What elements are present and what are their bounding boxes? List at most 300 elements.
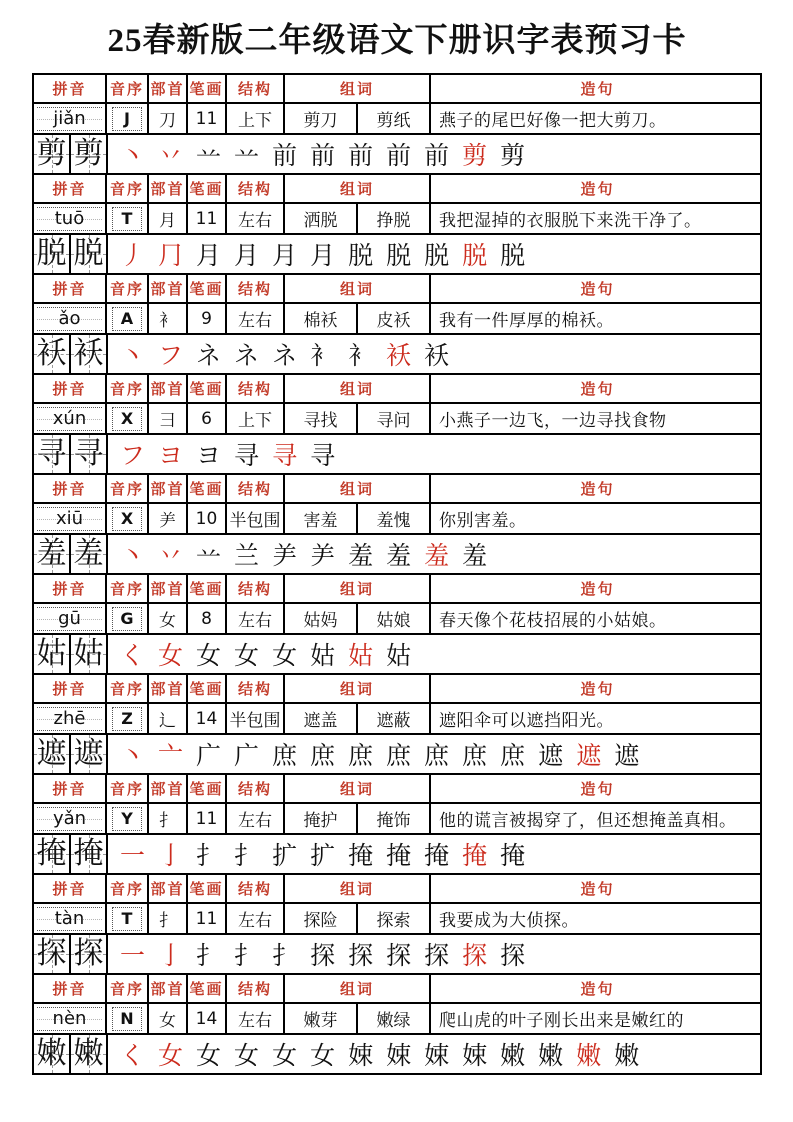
big-character-box [71, 135, 108, 173]
pinyin-cell [34, 904, 107, 933]
pinyin-writing-grid [37, 307, 102, 331]
pinyin-writing-grid [37, 407, 102, 431]
stroke-step: 脱 [348, 243, 374, 270]
header-structure: 结构 [227, 275, 285, 302]
stroke-step: 剪 [500, 143, 526, 170]
pinyin-cell [34, 504, 107, 533]
header-initial: 音序 [107, 675, 149, 702]
header-strokes: 笔画 [188, 375, 227, 402]
header-strokes: 笔画 [188, 75, 227, 102]
stroke-step: 䒑 [196, 543, 222, 570]
header-row [34, 875, 760, 904]
header-radical: 部首 [149, 975, 188, 1002]
header-structure: 结构 [227, 175, 285, 202]
data-row [34, 404, 760, 435]
stroke-step: 女 [196, 643, 222, 670]
pinyin-text: xún [52, 407, 87, 429]
pinyin-cell [34, 604, 107, 633]
stroke-step: 寻 [234, 443, 260, 470]
header-words: 组词 [285, 275, 431, 302]
header-row [34, 75, 760, 104]
big-character: 羞 [36, 537, 67, 570]
initial-letter: X [112, 507, 142, 531]
radical-cell: 女 [149, 1004, 188, 1033]
stroke-step: 寻 [310, 443, 336, 470]
sentence-text: 我把湿掉的衣服脱下来洗干净了。 [439, 211, 702, 230]
big-character: 袄 [73, 337, 104, 370]
header-pinyin: 拼音 [34, 75, 107, 102]
sentence-text: 燕子的尾巴好像一把大剪刀。 [439, 111, 667, 130]
word-cell-2: 皮袄 [358, 304, 431, 333]
stroke-step: 探 [386, 943, 412, 970]
stroke-count: 11 [188, 104, 227, 133]
initial-letter: T [112, 207, 142, 231]
stroke-step: ヨ [158, 443, 184, 470]
stroke-step: 脱 [500, 243, 526, 270]
stroke-steps [108, 735, 760, 773]
stroke-step: 脱 [386, 243, 412, 270]
stroke-order-row [34, 235, 760, 273]
big-character: 遮 [73, 737, 104, 770]
big-character-box [71, 835, 108, 873]
pinyin-writing-grid [37, 707, 102, 731]
header-structure: 结构 [227, 975, 285, 1002]
header-row [34, 675, 760, 704]
stroke-step: く [120, 643, 146, 670]
stroke-step: 女 [158, 1043, 184, 1070]
stroke-order-row [34, 835, 760, 873]
stroke-step: 亅 [158, 843, 184, 870]
big-character: 袄 [36, 337, 67, 370]
stroke-steps [108, 535, 760, 573]
entry-block [32, 973, 762, 1075]
big-character-box [34, 435, 71, 473]
stroke-step: 庶 [500, 743, 526, 770]
big-character: 羞 [73, 537, 104, 570]
stroke-count: 6 [188, 404, 227, 433]
data-row [34, 304, 760, 335]
word-cell-2: 羞愧 [358, 504, 431, 533]
stroke-step: 嫩 [576, 1043, 602, 1070]
header-row [34, 375, 760, 404]
pinyin-text: tuō [54, 207, 85, 229]
radical-cell: 扌 [149, 904, 188, 933]
stroke-order-row [34, 635, 760, 673]
pinyin-text: tàn [54, 907, 85, 929]
character-table [32, 73, 762, 1075]
header-initial: 音序 [107, 475, 149, 502]
stroke-steps [108, 435, 760, 473]
stroke-step: 庶 [272, 743, 298, 770]
pinyin-cell [34, 204, 107, 233]
initial-cell [107, 204, 149, 233]
big-character-box [34, 335, 71, 373]
header-row [34, 975, 760, 1004]
header-row [34, 575, 760, 604]
stroke-step: 遮 [614, 743, 640, 770]
stroke-step: 娕 [424, 1043, 450, 1070]
header-initial: 音序 [107, 275, 149, 302]
initial-letter: A [112, 307, 142, 331]
pinyin-cell [34, 704, 107, 733]
stroke-step: 月 [310, 243, 336, 270]
stroke-step: 扌 [272, 943, 298, 970]
stroke-step: 丶 [120, 143, 146, 170]
radical-cell: ⺶ [149, 504, 188, 533]
word-cell-2: 嫩绿 [358, 1004, 431, 1033]
header-strokes: 笔画 [188, 475, 227, 502]
stroke-step: 脱 [462, 243, 488, 270]
stroke-step: 兰 [234, 543, 260, 570]
big-character-box [71, 935, 108, 973]
header-sentence: 造句 [580, 182, 615, 198]
big-character-box [71, 335, 108, 373]
stroke-count: 10 [188, 504, 227, 533]
stroke-step: 衤 [310, 343, 336, 370]
header-sentence: 造句 [580, 682, 615, 698]
stroke-step: 䒑 [234, 143, 260, 170]
header-radical: 部首 [149, 775, 188, 802]
header-initial: 音序 [107, 575, 149, 602]
stroke-count: 11 [188, 204, 227, 233]
header-structure: 结构 [227, 575, 285, 602]
stroke-step: 掩 [462, 843, 488, 870]
big-character: 掩 [36, 837, 67, 870]
stroke-step: 女 [158, 643, 184, 670]
initial-letter: X [112, 407, 142, 431]
stroke-step: 月 [272, 243, 298, 270]
entry-block [32, 473, 762, 575]
word-cell-2: 遮蔽 [358, 704, 431, 733]
data-row [34, 904, 760, 935]
stroke-step: 扌 [196, 843, 222, 870]
header-row [34, 475, 760, 504]
header-sentence: 造句 [580, 582, 615, 598]
header-row [34, 175, 760, 204]
word-cell-1: 害羞 [285, 504, 358, 533]
data-row [34, 1004, 760, 1035]
stroke-step: 前 [348, 143, 374, 170]
structure-cell: 左右 [227, 604, 285, 633]
stroke-step: ネ [234, 343, 260, 370]
header-words: 组词 [285, 75, 431, 102]
stroke-count: 11 [188, 804, 227, 833]
initial-letter: J [112, 107, 142, 131]
header-pinyin: 拼音 [34, 775, 107, 802]
stroke-step: 姑 [348, 643, 374, 670]
header-radical: 部首 [149, 675, 188, 702]
word-cell-1: 剪刀 [285, 104, 358, 133]
stroke-step: 丶 [120, 543, 146, 570]
stroke-step: 嫩 [614, 1043, 640, 1070]
sentence-text: 遮阳伞可以遮挡阳光。 [439, 711, 614, 730]
big-character: 脱 [36, 237, 67, 270]
sentence-text: 春天像个花枝招展的小姑娘。 [439, 611, 667, 630]
header-sentence: 造句 [580, 982, 615, 998]
stroke-step: 月 [234, 243, 260, 270]
stroke-step: 脱 [424, 243, 450, 270]
initial-cell [107, 804, 149, 833]
header-structure: 结构 [227, 875, 285, 902]
big-character-box [34, 935, 71, 973]
stroke-step: 遮 [576, 743, 602, 770]
stroke-step: 丿 [120, 243, 146, 270]
header-radical: 部首 [149, 175, 188, 202]
header-sentence: 造句 [580, 482, 615, 498]
stroke-step: 前 [424, 143, 450, 170]
big-character-box [71, 735, 108, 773]
initial-letter: Y [112, 807, 142, 831]
initial-cell [107, 104, 149, 133]
stroke-step: 月 [196, 243, 222, 270]
sentence-text: 你别害羞。 [439, 511, 527, 530]
stroke-steps [108, 1035, 760, 1073]
stroke-step: 丶 [120, 743, 146, 770]
header-radical: 部首 [149, 475, 188, 502]
stroke-order-row [34, 935, 760, 973]
stroke-count: 8 [188, 604, 227, 633]
big-character-box [71, 1035, 108, 1073]
word-cell-1: 遮盖 [285, 704, 358, 733]
big-character: 掩 [73, 837, 104, 870]
header-words: 组词 [285, 775, 431, 802]
header-structure: 结构 [227, 675, 285, 702]
radical-cell: 辶 [149, 704, 188, 733]
stroke-step: 前 [310, 143, 336, 170]
data-row [34, 104, 760, 135]
header-radical: 部首 [149, 875, 188, 902]
stroke-step: 掩 [424, 843, 450, 870]
header-structure: 结构 [227, 75, 285, 102]
structure-cell: 上下 [227, 404, 285, 433]
header-words: 组词 [285, 175, 431, 202]
header-structure: 结构 [227, 475, 285, 502]
stroke-step: 嫩 [538, 1043, 564, 1070]
big-character: 探 [36, 937, 67, 970]
header-pinyin: 拼音 [34, 375, 107, 402]
pinyin-writing-grid [37, 907, 102, 931]
pinyin-text: xiū [55, 507, 84, 529]
stroke-step: ネ [196, 343, 222, 370]
pinyin-writing-grid [37, 207, 102, 231]
stroke-steps [108, 835, 760, 873]
stroke-step: 剪 [462, 143, 488, 170]
stroke-step: 探 [310, 943, 336, 970]
stroke-step: ⺶ [310, 543, 336, 570]
header-pinyin: 拼音 [34, 675, 107, 702]
header-structure: 结构 [227, 775, 285, 802]
stroke-step: フ [158, 343, 184, 370]
stroke-step: 扩 [310, 843, 336, 870]
stroke-step: 广 [196, 743, 222, 770]
header-pinyin: 拼音 [34, 575, 107, 602]
header-pinyin: 拼音 [34, 275, 107, 302]
entry-block [32, 73, 762, 175]
sentence-text: 我要成为大侦探。 [439, 911, 579, 930]
stroke-order-row [34, 335, 760, 373]
initial-letter: Z [112, 707, 142, 731]
header-initial: 音序 [107, 75, 149, 102]
pinyin-writing-grid [37, 807, 102, 831]
big-character: 脱 [73, 237, 104, 270]
stroke-step: 探 [462, 943, 488, 970]
header-words: 组词 [285, 475, 431, 502]
stroke-step: 扩 [272, 843, 298, 870]
header-pinyin: 拼音 [34, 475, 107, 502]
stroke-step: 袄 [386, 343, 412, 370]
stroke-step: 丷 [158, 143, 184, 170]
word-cell-1: 棉袄 [285, 304, 358, 333]
header-strokes: 笔画 [188, 275, 227, 302]
stroke-step: 娕 [348, 1043, 374, 1070]
stroke-step: 扌 [234, 943, 260, 970]
header-sentence: 造句 [580, 82, 615, 98]
stroke-step: 庶 [424, 743, 450, 770]
stroke-step: 女 [272, 643, 298, 670]
initial-letter: T [112, 907, 142, 931]
stroke-order-row [34, 135, 760, 173]
stroke-step: 寻 [272, 443, 298, 470]
stroke-step: 女 [310, 1043, 336, 1070]
stroke-step: 掩 [500, 843, 526, 870]
header-strokes: 笔画 [188, 675, 227, 702]
header-words: 组词 [285, 375, 431, 402]
stroke-step: 姑 [386, 643, 412, 670]
stroke-step: 嫩 [500, 1043, 526, 1070]
sentence-text: 我有一件厚厚的棉袄。 [439, 311, 614, 330]
header-sentence: 造句 [580, 282, 615, 298]
stroke-step: ネ [272, 343, 298, 370]
stroke-step: 羞 [462, 543, 488, 570]
stroke-step: フ [120, 443, 146, 470]
pinyin-writing-grid [37, 107, 102, 131]
header-strokes: 笔画 [188, 875, 227, 902]
stroke-step: く [120, 1043, 146, 1070]
stroke-step: 衤 [348, 343, 374, 370]
initial-cell [107, 504, 149, 533]
big-character-box [71, 635, 108, 673]
big-character-box [34, 135, 71, 173]
stroke-step: 庶 [386, 743, 412, 770]
radical-cell: 彐 [149, 404, 188, 433]
header-row [34, 775, 760, 804]
word-cell-1: 寻找 [285, 404, 358, 433]
stroke-steps [108, 135, 760, 173]
sentence-text: 小燕子一边飞，一边寻找食物 [439, 411, 667, 430]
header-words: 组词 [285, 675, 431, 702]
big-character-box [71, 535, 108, 573]
entry-block [32, 773, 762, 875]
header-initial: 音序 [107, 175, 149, 202]
big-character-box [34, 735, 71, 773]
pinyin-text: jiǎn [53, 107, 86, 129]
stroke-count: 9 [188, 304, 227, 333]
initial-letter: N [112, 1007, 142, 1031]
big-character-box [34, 235, 71, 273]
big-character: 探 [73, 937, 104, 970]
stroke-step: 女 [272, 1043, 298, 1070]
stroke-step: 女 [196, 1043, 222, 1070]
sentence-text: 他的谎言被揭穿了，但还想掩盖真相。 [439, 811, 737, 830]
stroke-step: 庶 [310, 743, 336, 770]
stroke-order-row [34, 535, 760, 573]
initial-cell [107, 404, 149, 433]
header-sentence: 造句 [580, 882, 615, 898]
big-character-box [71, 435, 108, 473]
stroke-step: 扌 [196, 943, 222, 970]
pinyin-cell [34, 304, 107, 333]
header-pinyin: 拼音 [34, 975, 107, 1002]
word-cell-2: 探索 [358, 904, 431, 933]
big-character: 寻 [36, 437, 67, 470]
stroke-step: 一 [120, 943, 146, 970]
header-words: 组词 [285, 575, 431, 602]
stroke-step: 遮 [538, 743, 564, 770]
pinyin-text: yǎn [52, 807, 87, 829]
stroke-order-row [34, 735, 760, 773]
stroke-count: 14 [188, 704, 227, 733]
stroke-step: 前 [272, 143, 298, 170]
word-cell-1: 掩护 [285, 804, 358, 833]
sentence-text: 爬山虎的叶子刚长出来是嫩红的 [439, 1011, 684, 1030]
pinyin-cell [34, 804, 107, 833]
entry-block [32, 673, 762, 775]
stroke-step: 前 [386, 143, 412, 170]
stroke-step: ⺶ [272, 543, 298, 570]
pinyin-text: ǎo [58, 307, 81, 329]
word-cell-2: 姑娘 [358, 604, 431, 633]
page-title: 25春新版二年级语文下册识字表预习卡 [107, 23, 687, 59]
structure-cell: 半包围 [227, 704, 285, 733]
data-row [34, 604, 760, 635]
word-cell-1: 姑妈 [285, 604, 358, 633]
header-pinyin: 拼音 [34, 875, 107, 902]
initial-cell [107, 904, 149, 933]
stroke-steps [108, 935, 760, 973]
big-character-box [34, 635, 71, 673]
word-cell-2: 掩饰 [358, 804, 431, 833]
entry-block [32, 373, 762, 475]
header-strokes: 笔画 [188, 575, 227, 602]
header-words: 组词 [285, 975, 431, 1002]
header-words: 组词 [285, 875, 431, 902]
stroke-steps [108, 235, 760, 273]
entry-block [32, 273, 762, 375]
stroke-step: 庶 [348, 743, 374, 770]
stroke-step: 娕 [462, 1043, 488, 1070]
initial-cell [107, 1004, 149, 1033]
pinyin-text: gū [58, 607, 81, 629]
stroke-step: 女 [234, 1043, 260, 1070]
pinyin-cell [34, 404, 107, 433]
stroke-steps [108, 335, 760, 373]
header-radical: 部首 [149, 375, 188, 402]
structure-cell: 左右 [227, 304, 285, 333]
stroke-step: 女 [234, 643, 260, 670]
structure-cell: 上下 [227, 104, 285, 133]
word-cell-2: 挣脱 [358, 204, 431, 233]
structure-cell: 左右 [227, 1004, 285, 1033]
stroke-step: 探 [500, 943, 526, 970]
structure-cell: 左右 [227, 804, 285, 833]
word-cell-1: 嫩芽 [285, 1004, 358, 1033]
header-radical: 部首 [149, 75, 188, 102]
radical-cell: 衤 [149, 304, 188, 333]
stroke-step: 袄 [424, 343, 450, 370]
big-character-box [34, 1035, 71, 1073]
stroke-step: 亠 [158, 743, 184, 770]
pinyin-writing-grid [37, 507, 102, 531]
